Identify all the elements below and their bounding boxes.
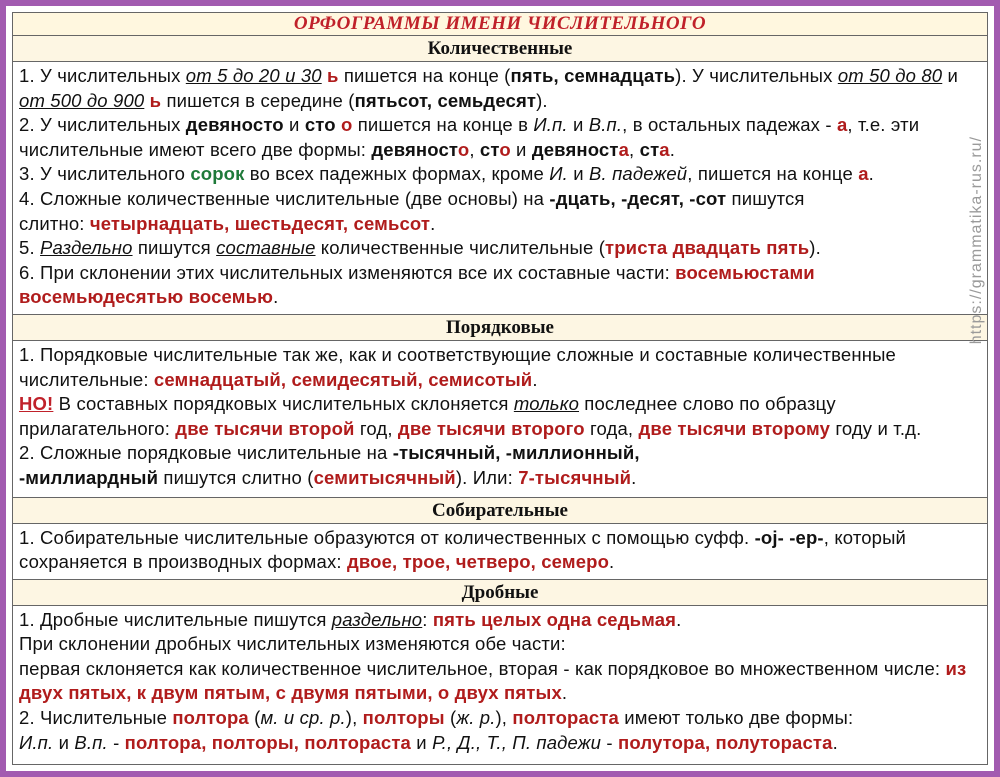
section-body-cardinal xyxy=(13,62,987,314)
rule-1: 1. У числительных от 5 до 20 и 30 ь пишется на конце (пять, семнадцать). У числительных от 50 до 80 и от 500 до 900 ь пишется в середине (пятьсот, семьдесят). xyxy=(19,65,959,111)
content-table xyxy=(12,12,988,765)
rule-1-detail: первая склоняется как количественное числительное, вторая - как порядковое во множественном числе: из двух пятых, к двум пятым, с двумя пятыми, о двух пятых. xyxy=(19,657,967,704)
rule-2: 2. Числительные полтора (м. и ср. р.), полторы (ж. р.), полтораста имеют только две формы: xyxy=(19,707,854,729)
rule-6: 6. При склонении этих числительных изменяются все их составные части: восемьюстами восемьюдесятью восемью. xyxy=(19,261,815,308)
section-body-fractional xyxy=(13,606,987,760)
rule-2: 2. У числительных девяносто и сто о пишется на конце в И.п. и В.п., в остальных падежах - а, т.е. эти числительные имеют всего две формы: девяносто, сто и девяноста, ста. xyxy=(19,114,920,160)
section-body-collective xyxy=(13,524,987,579)
section-body-ordinal xyxy=(13,341,987,497)
rule-3: 3. У числительного сорок во всех падежных формах, кроме И. и В. падежей, пишется на конце а. xyxy=(19,163,874,185)
section-heading-cardinal: Количественные xyxy=(13,36,987,62)
rule-1-note: При склонении дробных числительных изменяются обе части: xyxy=(19,633,566,655)
section-heading-fractional: Дробные xyxy=(13,579,987,606)
rule-1: 1. Собирательные числительные образуются от количественных с помощью суфф. -oj- -ер-, который сохраняется в производных формах: двое, трое, четверо, семеро. xyxy=(19,526,907,573)
rule-5: 5. Раздельно пишутся составные количественные числительные (триста двадцать пять). xyxy=(19,237,821,259)
rule-2: 2. Сложные порядковые числительные на -тысячный, -миллионный, -миллиардный пишутся слитно (семитысячный). Или: 7-тысячный. xyxy=(19,442,640,488)
section-heading-ordinal: Порядковые xyxy=(13,314,987,341)
rule-2-forms: И.п. и В.п. - полтора, полторы, полтораста и Р., Д., Т., П. падежи - полутора, полутораста. xyxy=(19,731,838,753)
site-watermark: https://grammatika-rus.ru/ xyxy=(968,136,985,345)
rule-4: 4. Сложные количественные числительные (две основы) на -дцать, -десят, -сот пишутся слитно: четырнадцать, шестьдесят, семьсот. xyxy=(19,187,805,234)
rule-1: 1. Дробные числительные пишутся раздельно: пять целых одна седьмая. xyxy=(19,608,682,630)
page-title: ОРФОГРАММЫ ИМЕНИ ЧИСЛИТЕЛЬНОГО xyxy=(13,13,987,36)
rule-1: 1. Порядковые числительные так же, как и соответствующие сложные и составные количественные числительные: семнадцатый, семидесятый, семисотый. xyxy=(19,343,896,390)
section-heading-collective: Собирательные xyxy=(13,497,987,524)
rule-exception: НО! В составных порядковых числительных склоняется только последнее слово по образцу прилагательного: две тысячи второй год, две тысячи второго года, две тысячи второму году и т.д. xyxy=(19,393,922,439)
